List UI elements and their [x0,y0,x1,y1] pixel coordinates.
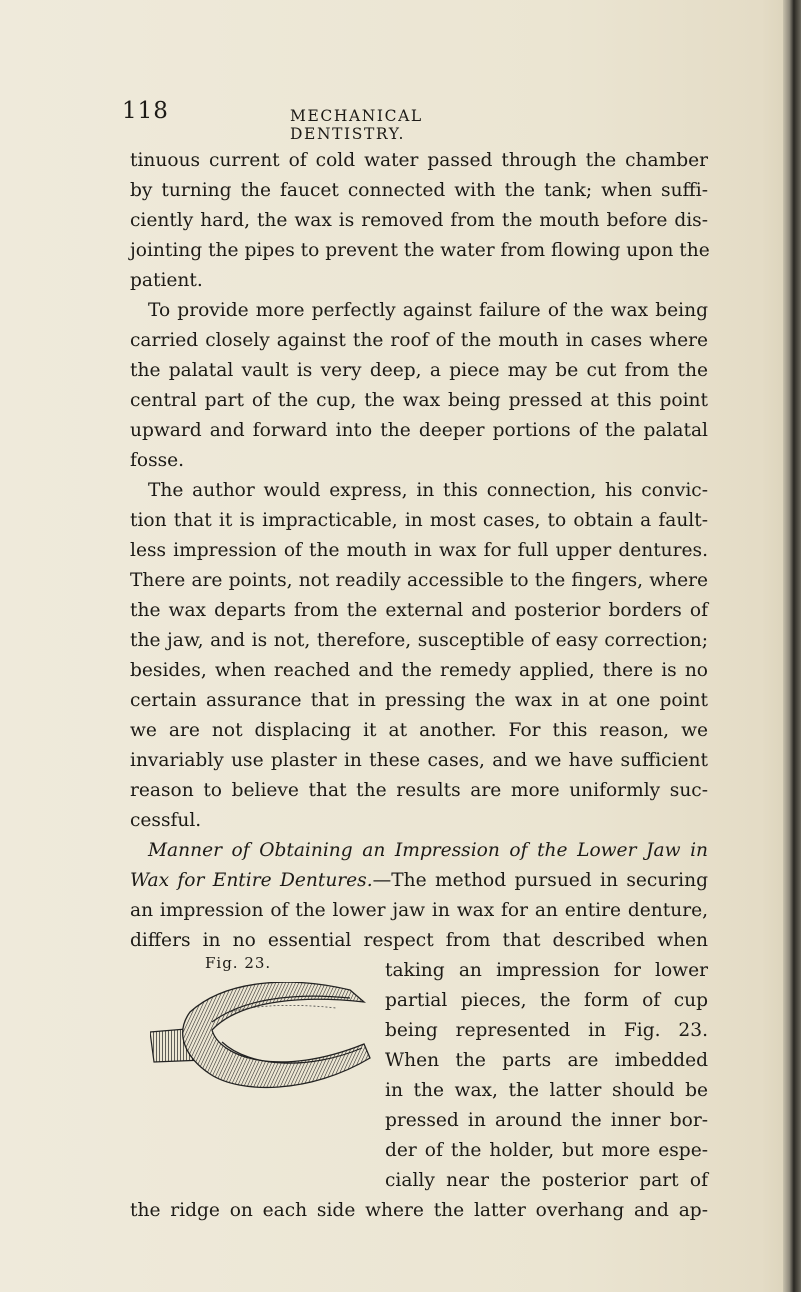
page-edge-shadow [783,0,801,1292]
text-line: ciently hard, the wax is removed from the mouth before dis- [130,210,708,231]
text-line: central part of the cup, the wax being pressed at this point [130,390,708,411]
figure-caption: Fig. 23. [205,954,272,972]
page-number: 118 [122,98,169,124]
text-line: less impression of the mouth in wax for full upper dentures. [130,540,708,561]
text-line: tinuous current of cold water passed through the chamber [130,150,708,171]
wrap-line: der of the holder, but more espe- [385,1140,708,1161]
text-line: tion that it is impracticable, in most cases, to obtain a fault- [130,510,708,531]
text-line: the wax departs from the external and posterior borders of [130,600,708,621]
wrap-line: partial pieces, the form of cup [385,990,708,1011]
text-line: the palatal vault is very deep, a piece may be cut from the [130,360,708,381]
wrap-line: pressed in around the inner bor- [385,1110,708,1131]
text-line: an impression of the lower jaw in wax for an entire denture, [130,900,708,921]
section-heading-continued [130,866,708,896]
text-line: fosse. [130,450,185,471]
text-line: The author would express, in this connection, his convic- [148,480,708,501]
text-line: we are not displacing it at another. For this reason, we [130,720,708,741]
running-head: MECHANICAL DENTISTRY. [290,107,423,143]
wrap-line: When the parts are imbedded [385,1050,708,1071]
section-heading: Manner of Obtaining an Impression of the Lower Jaw in [148,840,708,861]
text-line: certain assurance that in pressing the wax in at one point [130,690,708,711]
text-line: the ridge on each side where the latter overhang and ap- [130,1200,708,1221]
section-heading-end: Wax for Entire Dentures. [130,870,373,891]
page-header [122,98,542,143]
section-text: —The method pursued in securing [372,870,708,891]
text-line: patient. [130,270,203,291]
text-line: To provide more perfectly against failure of the wax being [148,300,708,321]
text-line: the jaw, and is not, therefore, susceptible of easy correction; [130,630,708,651]
text-line: reason to believe that the results are more uniformly suc- [130,780,708,801]
text-line: cessful. [130,810,202,831]
text-line: by turning the faucet connected with the tank; when suffi- [130,180,708,201]
text-line: jointing the pipes to prevent the water from flowing upon the [130,240,710,261]
text-line: invariably use plaster in these cases, and we have sufficient [130,750,708,771]
text-line: There are points, not readily accessible to the fingers, where [130,570,708,591]
wrap-line: in the wax, the latter should be [385,1080,708,1101]
text-line: besides, when reached and the remedy applied, there is no [130,660,708,681]
wrap-line: taking an impression for lower [385,960,708,981]
wrap-line: cially near the posterior part of [385,1170,708,1191]
lower-impression-cup-icon [150,982,372,1094]
wrap-line: being represented in Fig. 23. [385,1020,708,1041]
text-line: upward and forward into the deeper portions of the palatal [130,420,708,441]
text-line: differs in no essential respect from that described when [130,930,708,951]
text-line: carried closely against the roof of the mouth in cases where [130,330,708,351]
